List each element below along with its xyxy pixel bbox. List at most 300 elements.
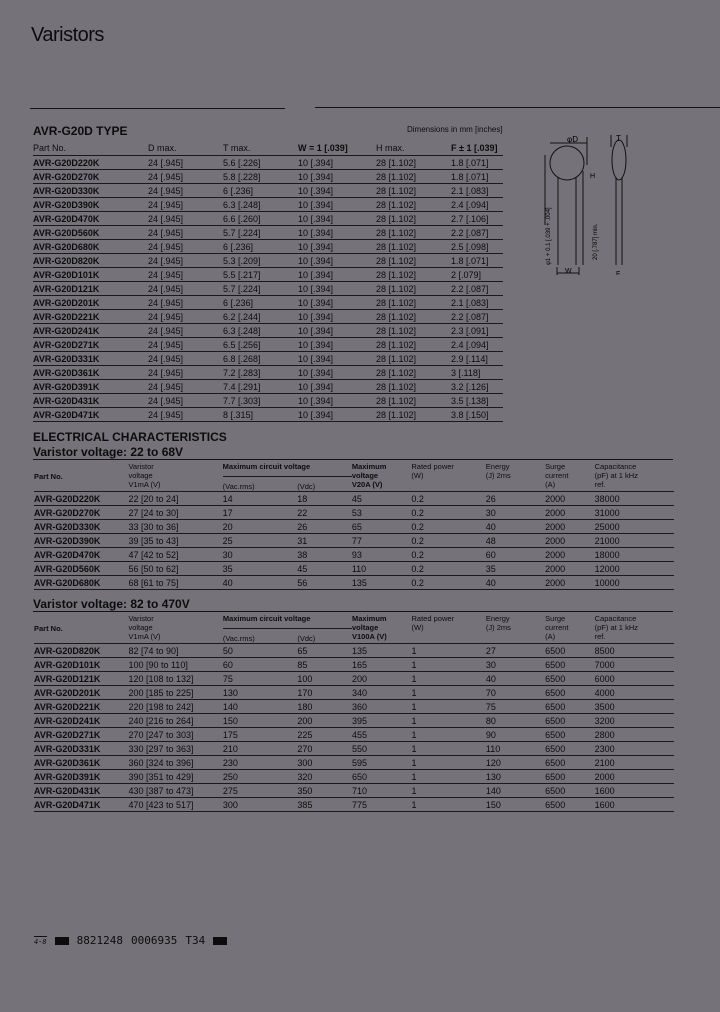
dimension-value: 1.8 [.071] xyxy=(451,254,503,268)
spec-value: 395 xyxy=(352,714,412,728)
column-header-line: V100A (V) xyxy=(352,632,387,641)
dimension-value: 2.2 [.087] xyxy=(451,226,503,240)
spec-value: 455 xyxy=(352,728,412,742)
dimension-value: 10 [.394] xyxy=(298,198,376,212)
spec-value: 6500 xyxy=(545,742,594,756)
spec-value: 30 xyxy=(486,506,545,520)
dimension-value: 5.6 [.226] xyxy=(223,156,298,170)
spec-value: 33 [30 to 36] xyxy=(128,520,222,534)
part-number: AVR-G20D820K xyxy=(33,254,148,268)
spec-value: 45 xyxy=(297,562,352,576)
spec-value: 180 xyxy=(297,700,352,714)
dimension-value: 10 [.394] xyxy=(298,338,376,352)
dimension-value: 28 [1.102] xyxy=(376,366,451,380)
column-header: (Vac.rms) xyxy=(223,477,298,492)
dimension-value: 24 [.945] xyxy=(148,352,223,366)
column-header-line: voltage xyxy=(128,471,153,480)
spec-value: 710 xyxy=(352,784,412,798)
spec-value: 140 xyxy=(486,784,545,798)
column-header xyxy=(595,462,674,492)
column-header xyxy=(545,614,594,644)
dimension-value: 6.5 [.256] xyxy=(223,338,298,352)
dimension-value: 2.1 [.083] xyxy=(451,184,503,198)
diagram-label-d: φD xyxy=(567,135,578,144)
top-rule xyxy=(30,108,285,109)
spec-value: 77 xyxy=(352,534,412,548)
part-number: AVR-G20D201K xyxy=(34,686,128,700)
part-number: AVR-G20D390K xyxy=(34,534,128,548)
dimension-value: 28 [1.102] xyxy=(376,310,451,324)
column-header-line: Varistor xyxy=(128,614,154,623)
part-number: AVR-G20D391K xyxy=(34,770,128,784)
column-header-line: (A) xyxy=(545,632,556,641)
spec-value: 80 xyxy=(486,714,545,728)
electrical-table-high xyxy=(34,614,674,812)
spec-value: 40 xyxy=(486,520,545,534)
electrical-title: ELECTRICAL CHARACTERISTICS xyxy=(33,430,227,444)
spec-value: 1 xyxy=(412,686,486,700)
dimension-value: 2.2 [.087] xyxy=(451,310,503,324)
spec-value: 8500 xyxy=(595,644,674,658)
spec-value: 1 xyxy=(412,798,486,812)
part-number: AVR-G20D330K xyxy=(33,184,148,198)
dimensions-note: Dimensions in mm [inches] xyxy=(407,125,503,134)
spec-value: 1600 xyxy=(595,798,674,812)
table-row xyxy=(33,170,503,184)
dimension-value: 3.5 [.138] xyxy=(451,394,503,408)
column-header: (Vdc) xyxy=(297,477,352,492)
part-number: AVR-G20D221K xyxy=(34,700,128,714)
spec-value: 1 xyxy=(412,784,486,798)
spec-value: 1 xyxy=(412,756,486,770)
spec-value: 21000 xyxy=(595,534,674,548)
dimension-value: 2 [.079] xyxy=(451,268,503,282)
spec-value: 25 xyxy=(223,534,298,548)
dimension-value: 2.5 [.098] xyxy=(451,240,503,254)
spec-value: 50 xyxy=(223,644,298,658)
spec-value: 25000 xyxy=(595,520,674,534)
dimension-value: 24 [.945] xyxy=(148,184,223,198)
part-number: AVR-G20D471K xyxy=(33,408,148,422)
dimension-value: 7.2 [.283] xyxy=(223,366,298,380)
spec-value: 0.2 xyxy=(411,534,485,548)
spec-value: 27 xyxy=(486,644,545,658)
spec-value: 6500 xyxy=(545,798,594,812)
part-number: AVR-G20D271K xyxy=(34,728,128,742)
spec-value: 200 [185 to 225] xyxy=(128,686,222,700)
spec-value: 26 xyxy=(486,492,545,506)
column-header: (Vac.rms) xyxy=(223,629,298,644)
dimension-value: 6.8 [.268] xyxy=(223,352,298,366)
table-row xyxy=(33,352,503,366)
column-header xyxy=(545,462,595,492)
spec-value: 0.2 xyxy=(411,506,485,520)
spec-value: 2100 xyxy=(595,756,674,770)
column-header-line: Rated power xyxy=(411,462,454,471)
dimension-value: 24 [.945] xyxy=(148,254,223,268)
column-header-line: Energy xyxy=(485,614,510,623)
spec-value: 14 xyxy=(223,492,298,506)
spec-value: 225 xyxy=(297,728,352,742)
table-row xyxy=(33,310,503,324)
dimension-value: 28 [1.102] xyxy=(376,296,451,310)
electrical-table-low xyxy=(34,462,674,590)
spec-value: 6500 xyxy=(545,784,594,798)
part-number: AVR-G20D680K xyxy=(33,240,148,254)
spec-value: 6500 xyxy=(545,686,594,700)
table-row xyxy=(33,324,503,338)
part-number: AVR-G20D201K xyxy=(33,296,148,310)
column-header-line: (pF) at 1 kHz xyxy=(594,471,638,480)
dimension-value: 10 [.394] xyxy=(298,352,376,366)
dimension-value: 2.9 [.114] xyxy=(451,352,503,366)
dimension-value: 24 [.945] xyxy=(148,296,223,310)
spec-value: 390 [351 to 429] xyxy=(128,770,222,784)
diagram-label-h: H xyxy=(590,173,596,180)
dimension-value: 28 [1.102] xyxy=(376,324,451,338)
dimension-value: 28 [1.102] xyxy=(376,156,451,170)
column-header: Part No. xyxy=(34,462,128,492)
dimension-value: 6.6 [.260] xyxy=(223,212,298,226)
spec-value: 1 xyxy=(412,714,486,728)
dimension-value: 28 [1.102] xyxy=(376,226,451,240)
spec-value: 6500 xyxy=(545,714,594,728)
dimension-value: 10 [.394] xyxy=(298,394,376,408)
spec-value: 40 xyxy=(223,576,298,590)
column-header-line: ref. xyxy=(594,480,606,489)
spec-value: 1 xyxy=(412,672,486,686)
table-row xyxy=(34,728,674,742)
column-header-line: voltage xyxy=(352,623,379,632)
spec-value: 1600 xyxy=(595,784,674,798)
column-header-line: (A) xyxy=(545,480,556,489)
table-row xyxy=(33,240,503,254)
column-header xyxy=(128,462,222,492)
part-number: AVR-G20D270K xyxy=(33,170,148,184)
dimension-value: 3.8 [.150] xyxy=(451,408,503,422)
spec-value: 270 xyxy=(297,742,352,756)
dimension-value: 24 [.945] xyxy=(148,310,223,324)
dimensions-header: D max. xyxy=(148,140,223,156)
dimension-value: 1.8 [.071] xyxy=(451,170,503,184)
spec-value: 2000 xyxy=(545,548,595,562)
dimension-value: 24 [.945] xyxy=(148,282,223,296)
spec-value: 12000 xyxy=(595,562,674,576)
dimension-value: 6.3 [.248] xyxy=(223,324,298,338)
spec-value: 60 xyxy=(223,658,298,672)
spec-value: 27 [24 to 30] xyxy=(128,506,222,520)
dimension-value: 5.5 [.217] xyxy=(223,268,298,282)
dimensions-title: AVR-G20D TYPE xyxy=(33,124,128,138)
spec-value: 110 xyxy=(352,562,412,576)
dimension-value: 10 [.394] xyxy=(298,366,376,380)
column-header-line: current xyxy=(545,623,569,632)
spec-value: 270 [247 to 303] xyxy=(128,728,222,742)
part-number: AVR-G20D220K xyxy=(34,492,128,506)
part-number: AVR-G20D220K xyxy=(33,156,148,170)
spec-value: 100 xyxy=(297,672,352,686)
dimension-value: 24 [.945] xyxy=(148,394,223,408)
spec-value: 2000 xyxy=(545,534,595,548)
dimension-value: 10 [.394] xyxy=(298,324,376,338)
dimension-value: 24 [.945] xyxy=(148,366,223,380)
table-row xyxy=(33,226,503,240)
dimension-value: 10 [.394] xyxy=(298,282,376,296)
spec-value: 2000 xyxy=(545,562,595,576)
spec-value: 93 xyxy=(352,548,412,562)
page-ref: 4-8 xyxy=(34,937,47,946)
dimension-value: 6.2 [.244] xyxy=(223,310,298,324)
spec-value: 6500 xyxy=(545,700,594,714)
high-rule xyxy=(33,611,673,612)
spec-value: 2000 xyxy=(545,506,595,520)
column-header xyxy=(352,462,412,492)
spec-value: 130 xyxy=(223,686,298,700)
spec-value: 68 [61 to 75] xyxy=(128,576,222,590)
dimension-value: 24 [.945] xyxy=(148,212,223,226)
part-number: AVR-G20D361K xyxy=(33,366,148,380)
spec-value: 90 xyxy=(486,728,545,742)
dimension-value: 5.7 [.224] xyxy=(223,226,298,240)
electrical-high-subtitle: Varistor voltage: 82 to 470V xyxy=(33,597,190,611)
dimension-value: 28 [1.102] xyxy=(376,268,451,282)
column-header-line: Varistor xyxy=(128,462,154,471)
dimension-value: 2.3 [.091] xyxy=(451,324,503,338)
dimension-value: 7.7 [.303] xyxy=(223,394,298,408)
spec-value: 140 xyxy=(223,700,298,714)
table-row xyxy=(33,282,503,296)
dimension-value: 24 [.945] xyxy=(148,268,223,282)
dimension-value: 8 [.315] xyxy=(223,408,298,422)
spec-value: 2000 xyxy=(595,770,674,784)
spec-value: 22 xyxy=(297,506,352,520)
spec-value: 6000 xyxy=(595,672,674,686)
dimension-value: 28 [1.102] xyxy=(376,254,451,268)
dimension-value: 10 [.394] xyxy=(298,380,376,394)
spec-value: 65 xyxy=(297,644,352,658)
dimension-value: 2.4 [.094] xyxy=(451,198,503,212)
spec-value: 47 [42 to 52] xyxy=(128,548,222,562)
spec-value: 6500 xyxy=(545,756,594,770)
dimension-value: 24 [.945] xyxy=(148,338,223,352)
table-row xyxy=(33,296,503,310)
spec-value: 56 xyxy=(297,576,352,590)
diagram-label-f: F xyxy=(616,271,621,275)
spec-value: 6500 xyxy=(545,770,594,784)
table-row xyxy=(34,784,674,798)
spec-value: 2300 xyxy=(595,742,674,756)
dimension-value: 28 [1.102] xyxy=(376,338,451,352)
spec-value: 210 xyxy=(223,742,298,756)
column-header-line: (W) xyxy=(411,623,424,632)
spec-value: 3200 xyxy=(595,714,674,728)
footer-block-mark xyxy=(213,937,227,945)
dimension-value: 2.4 [.094] xyxy=(451,338,503,352)
spec-value: 35 xyxy=(486,562,545,576)
column-header-line: (J) 2ms xyxy=(485,623,511,632)
table-row xyxy=(34,534,674,548)
table-row xyxy=(34,644,674,658)
table-row xyxy=(33,254,503,268)
dimension-value: 10 [.394] xyxy=(298,226,376,240)
dimension-value: 2.7 [.106] xyxy=(451,212,503,226)
part-number: AVR-G20D560K xyxy=(33,226,148,240)
spec-value: 75 xyxy=(486,700,545,714)
dimension-value: 2.1 [.083] xyxy=(451,296,503,310)
spec-value: 4000 xyxy=(595,686,674,700)
spec-value: 550 xyxy=(352,742,412,756)
dimension-value: 28 [1.102] xyxy=(376,394,451,408)
part-number: AVR-G20D121K xyxy=(33,282,148,296)
column-header-line: V1mA (V) xyxy=(128,632,161,641)
spec-value: 1 xyxy=(412,770,486,784)
spec-value: 150 xyxy=(486,798,545,812)
part-number: AVR-G20D390K xyxy=(33,198,148,212)
table-row xyxy=(34,770,674,784)
spec-value: 1 xyxy=(412,742,486,756)
dimensions-header: F ± 1 [.039] xyxy=(451,140,503,156)
varistor-dimension-diagram xyxy=(515,135,635,275)
table-row xyxy=(33,198,503,212)
dimension-value: 3 [.118] xyxy=(451,366,503,380)
spec-value: 10000 xyxy=(595,576,674,590)
spec-value: 35 xyxy=(223,562,298,576)
dimension-value: 28 [1.102] xyxy=(376,380,451,394)
column-header-line: current xyxy=(545,471,569,480)
table-row xyxy=(34,520,674,534)
dimension-value: 28 [1.102] xyxy=(376,352,451,366)
spec-value: 18000 xyxy=(595,548,674,562)
spec-value: 20 xyxy=(223,520,298,534)
dimension-value: 10 [.394] xyxy=(298,156,376,170)
electrical-low-subtitle: Varistor voltage: 22 to 68V xyxy=(33,445,184,459)
spec-value: 38000 xyxy=(595,492,674,506)
spec-value: 360 [324 to 396] xyxy=(128,756,222,770)
table-row xyxy=(34,658,674,672)
spec-value: 2000 xyxy=(545,520,595,534)
part-number: AVR-G20D331K xyxy=(34,742,128,756)
dimension-value: 24 [.945] xyxy=(148,240,223,254)
dimension-value: 24 [.945] xyxy=(148,198,223,212)
spec-value: 85 xyxy=(297,658,352,672)
table-row xyxy=(34,714,674,728)
dimension-value: 5.8 [.228] xyxy=(223,170,298,184)
part-number: AVR-G20D241K xyxy=(33,324,148,338)
dimension-value: 28 [1.102] xyxy=(376,212,451,226)
spec-value: 240 [216 to 264] xyxy=(128,714,222,728)
column-header xyxy=(412,614,486,644)
dimension-value: 28 [1.102] xyxy=(376,240,451,254)
spec-value: 26 xyxy=(297,520,352,534)
table-row xyxy=(34,548,674,562)
spec-value: 48 xyxy=(486,534,545,548)
spec-value: 0.2 xyxy=(411,548,485,562)
dimension-value: 6.3 [.248] xyxy=(223,198,298,212)
part-number: AVR-G20D470K xyxy=(34,548,128,562)
table-row xyxy=(33,366,503,380)
spec-value: 38 xyxy=(297,548,352,562)
spec-value: 7000 xyxy=(595,658,674,672)
spec-value: 30 xyxy=(486,658,545,672)
part-number: AVR-G20D330K xyxy=(34,520,128,534)
spec-value: 350 xyxy=(297,784,352,798)
table-row xyxy=(34,492,674,506)
dimension-value: 5.7 [.224] xyxy=(223,282,298,296)
spec-value: 340 xyxy=(352,686,412,700)
spec-value: 6500 xyxy=(545,644,594,658)
spec-value: 110 xyxy=(486,742,545,756)
column-header xyxy=(595,614,674,644)
spec-value: 175 xyxy=(223,728,298,742)
column-header-line: Surge xyxy=(545,614,566,623)
part-number: AVR-G20D470K xyxy=(33,212,148,226)
spec-value: 1 xyxy=(412,700,486,714)
dimension-value: 10 [.394] xyxy=(298,310,376,324)
part-number: AVR-G20D431K xyxy=(33,394,148,408)
dimension-value: 10 [.394] xyxy=(298,184,376,198)
column-header-line: Maximum xyxy=(351,462,387,471)
dimension-value: 28 [1.102] xyxy=(376,198,451,212)
column-header-line: Surge xyxy=(545,462,566,471)
spec-value: 53 xyxy=(352,506,412,520)
spec-value: 2800 xyxy=(595,728,674,742)
part-number: AVR-G20D221K xyxy=(33,310,148,324)
table-row xyxy=(34,576,674,590)
column-header-line: voltage xyxy=(128,623,153,632)
spec-value: 31 xyxy=(297,534,352,548)
spec-value: 17 xyxy=(223,506,298,520)
spec-value: 200 xyxy=(297,714,352,728)
part-number: AVR-G20D101K xyxy=(33,268,148,282)
spec-value: 170 xyxy=(297,686,352,700)
dimension-value: 10 [.394] xyxy=(298,212,376,226)
dimensions-header: Part No. xyxy=(33,140,148,156)
spec-value: 6500 xyxy=(545,728,594,742)
dimension-value: 24 [.945] xyxy=(148,170,223,184)
spec-value: 18 xyxy=(297,492,352,506)
dimension-value: 24 [.945] xyxy=(148,380,223,394)
spec-value: 200 xyxy=(352,672,412,686)
diagram-label-w: W xyxy=(565,268,572,275)
dimension-value: 28 [1.102] xyxy=(376,184,451,198)
spec-value: 330 [297 to 363] xyxy=(128,742,222,756)
disc-front xyxy=(550,146,584,180)
column-header-line: voltage xyxy=(351,471,379,480)
spec-value: 60 xyxy=(486,548,545,562)
table-row xyxy=(34,742,674,756)
spec-value: 6500 xyxy=(545,658,594,672)
part-number: AVR-G20D331K xyxy=(33,352,148,366)
part-number: AVR-G20D431K xyxy=(34,784,128,798)
spec-value: 385 xyxy=(297,798,352,812)
footer-code3: T34 xyxy=(185,934,206,947)
spec-value: 2000 xyxy=(545,492,595,506)
column-header: (Vdc) xyxy=(297,629,352,644)
spec-value: 430 [387 to 473] xyxy=(128,784,222,798)
spec-value: 0.2 xyxy=(411,576,485,590)
spec-value: 0.2 xyxy=(411,562,485,576)
part-number: AVR-G20D241K xyxy=(34,714,128,728)
column-header-line: V1mA (V) xyxy=(128,480,161,489)
dimension-value: 28 [1.102] xyxy=(376,282,451,296)
column-header-line: (pF) at 1 kHz xyxy=(594,623,638,632)
spec-value: 1 xyxy=(412,658,486,672)
page-footer xyxy=(34,934,227,947)
table-row xyxy=(34,686,674,700)
table-row xyxy=(33,338,503,352)
column-header-line: Rated power xyxy=(411,614,455,623)
column-header-line: (W) xyxy=(411,471,424,480)
